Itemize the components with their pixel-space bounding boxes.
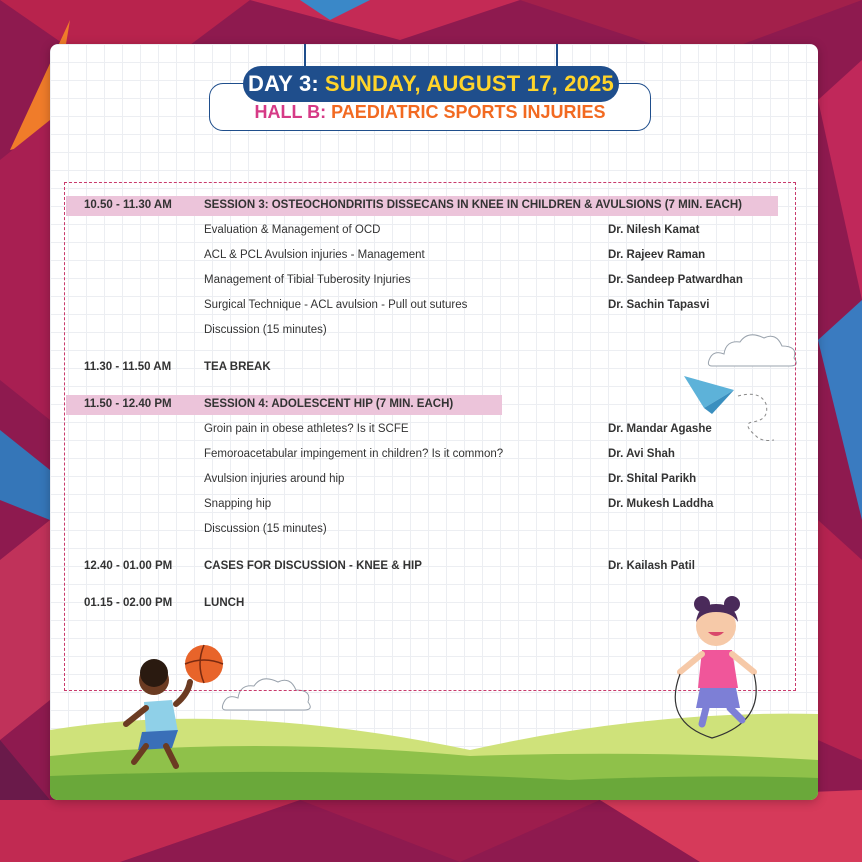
hall-title: PAEDIATRIC SPORTS INJURIES: [331, 102, 606, 122]
talk-row: [66, 495, 786, 515]
talk-row: [66, 420, 786, 440]
talk-topic: Groin pain in obese athletes? Is it SCFE: [204, 423, 409, 435]
day-label: DAY 3:: [248, 71, 319, 96]
lunch-time: 01.15 - 02.00 PM: [84, 597, 173, 609]
talk-speaker: Dr. Sachin Tapasvi: [608, 299, 710, 311]
talk-row: [66, 445, 786, 465]
cases-row: [66, 557, 786, 577]
break-title: TEA BREAK: [204, 361, 271, 373]
day-banner: [243, 66, 619, 102]
session-header-row: [66, 395, 502, 415]
lunch-title: LUNCH: [204, 597, 245, 609]
talk-topic: Femoroacetabular impingement in children? Is it common?: [204, 448, 504, 460]
talk-speaker: Dr. Shital Parikh: [608, 473, 697, 485]
talk-speaker: Dr. Avi Shah: [608, 448, 675, 460]
break-time: 11.30 - 11.50 AM: [84, 361, 172, 373]
girl-skipping-illustration: [662, 592, 772, 742]
talk-speaker: Dr. Sandeep Patwardhan: [608, 274, 743, 286]
hall-label: HALL B:: [254, 102, 327, 122]
talk-row: [66, 470, 786, 490]
boy-with-ball-illustration: [116, 642, 236, 774]
talk-topic: ACL & PCL Avulsion injuries - Management: [204, 249, 425, 261]
schedule-card: [50, 44, 818, 800]
talk-topic: Snapping hip: [204, 498, 272, 510]
talk-topic: Surgical Technique - ACL avulsion - Pull out sutures: [204, 299, 468, 311]
talk-row: [66, 296, 786, 316]
talk-speaker: Dr. Rajeev Raman: [608, 249, 706, 261]
break-row: [66, 358, 786, 378]
discussion-label: Discussion (15 minutes): [204, 523, 327, 535]
session-time: 11.50 - 12.40 PM: [84, 398, 172, 410]
talk-row: [66, 246, 786, 266]
talk-speaker: Dr. Mukesh Laddha: [608, 498, 714, 510]
session-title: SESSION 3: OSTEOCHONDRITIS DISSECANS IN KNEE IN CHILDREN & AVULSIONS (7 MIN. EACH): [204, 199, 742, 211]
day-date: SUNDAY, AUGUST 17, 2025: [324, 71, 614, 96]
discussion-label: Discussion (15 minutes): [204, 324, 327, 336]
talk-speaker: Dr. Mandar Agashe: [608, 423, 712, 435]
discussion-row: [66, 321, 786, 341]
cases-title: CASES FOR DISCUSSION - KNEE & HIP: [204, 560, 422, 572]
talk-topic: Management of Tibial Tuberosity Injuries: [204, 274, 411, 286]
cases-speaker: Dr. Kailash Patil: [608, 560, 695, 572]
talk-topic: Evaluation & Management of OCD: [204, 224, 381, 236]
session-header-row: [66, 196, 778, 216]
talk-row: [66, 271, 786, 291]
talk-row: [66, 221, 786, 241]
cases-time: 12.40 - 01.00 PM: [84, 560, 173, 572]
talk-topic: Avulsion injuries around hip: [204, 473, 345, 485]
session-title: SESSION 4: ADOLESCENT HIP (7 MIN. EACH): [204, 398, 454, 410]
session-time: 10.50 - 11.30 AM: [84, 199, 172, 211]
talk-speaker: Dr. Nilesh Kamat: [608, 224, 700, 236]
discussion-row: [66, 520, 786, 540]
